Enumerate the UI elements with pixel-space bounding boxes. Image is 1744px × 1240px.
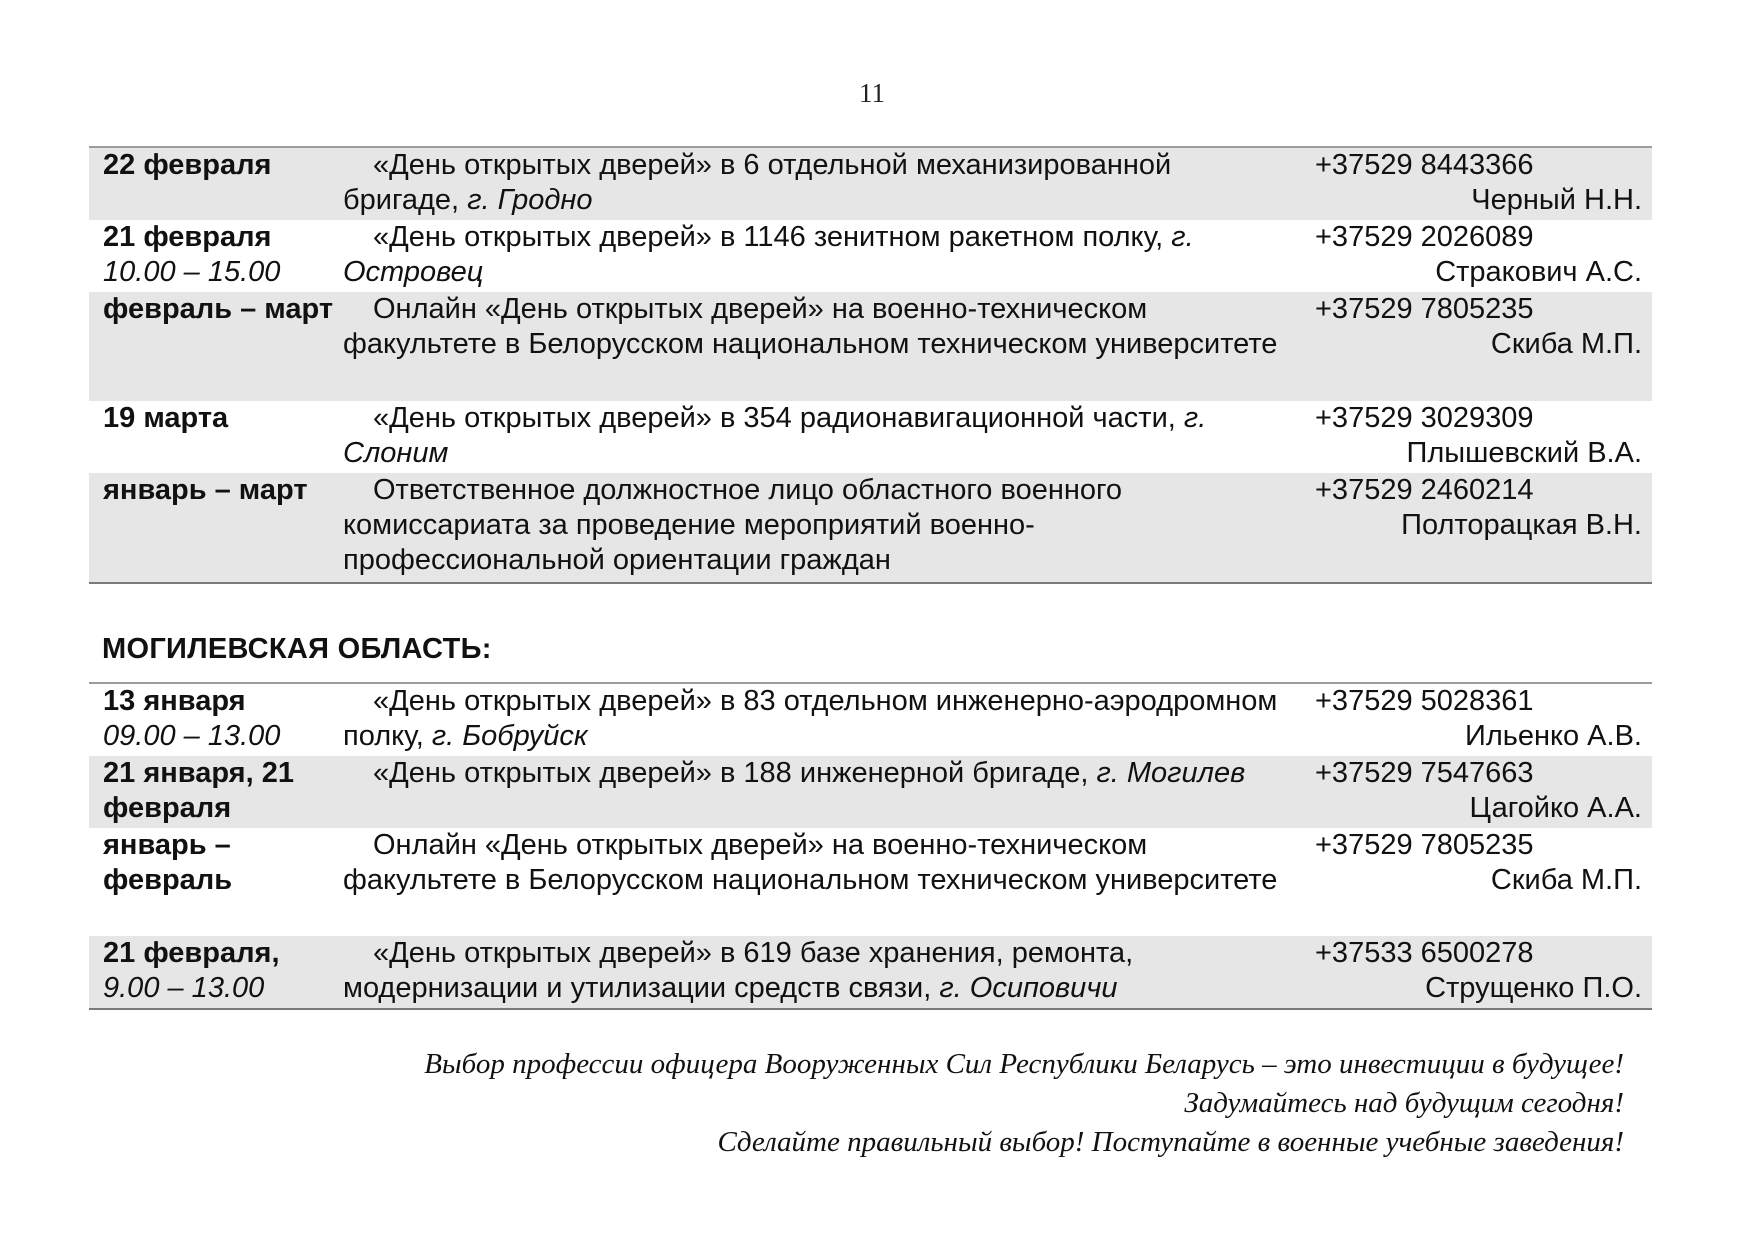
date-cell <box>89 292 343 401</box>
contact-person: Ильенко А.В. <box>1464 720 1642 752</box>
event-time: 9.00 – 13.00 <box>103 972 265 1004</box>
contact-cell <box>1313 936 1652 1009</box>
event-cell <box>343 473 1313 583</box>
event-description: «День открытых дверей» в 354 радионавигационной части, <box>373 402 1176 434</box>
event-place: г. Островец <box>343 221 1194 288</box>
motto <box>224 1045 1624 1162</box>
contact-phone: +37529 2026089 <box>1315 221 1534 253</box>
contact-phone: +37529 7805235 <box>1315 293 1534 325</box>
contact-person: Цагойко А.А. <box>1469 792 1642 824</box>
table-row <box>89 147 1652 220</box>
contact-person: Полторацкая В.Н. <box>1401 509 1642 541</box>
event-cell <box>343 147 1313 220</box>
event-cell <box>343 683 1313 756</box>
contact-phone: +37533 6500278 <box>1315 937 1534 969</box>
event-date: январь – февраль <box>103 829 233 896</box>
contact-person: Плышевский В.А. <box>1406 437 1642 469</box>
event-description: «День открытых дверей» в 619 базе хранения, ремонта, модернизации и утилизации средств связи, <box>343 937 1134 1004</box>
event-date: 19 марта <box>103 402 229 434</box>
contact-person: Стракович А.С. <box>1435 256 1642 288</box>
motto-line: Задумайтесь над будущим сегодня! <box>1184 1087 1624 1119</box>
event-place: г. Осиповичи <box>939 972 1118 1004</box>
event-date: 21 февраля, <box>103 937 280 969</box>
contact-cell <box>1313 147 1652 220</box>
event-cell <box>343 220 1313 292</box>
event-description: «День открытых дверей» в 6 отдельной механизированной бригаде, <box>343 149 1172 216</box>
contact-phone: +37529 5028361 <box>1315 685 1534 717</box>
event-description: «День открытых дверей» в 83 отдельном инженерно-аэродромном полку, <box>343 685 1278 752</box>
event-date: январь – март <box>103 474 308 506</box>
date-cell <box>89 401 343 473</box>
contact-cell <box>1313 220 1652 292</box>
event-description: Онлайн «День открытых дверей» на военно-техническом факультете в Белорусском национальном техническом университете <box>343 293 1278 360</box>
contact-phone: +37529 8443366 <box>1315 149 1534 181</box>
contact-cell <box>1313 292 1652 401</box>
contact-phone: +37529 7547663 <box>1315 757 1534 789</box>
event-cell <box>343 292 1313 401</box>
event-description: Ответственное должностное лицо областного военного комиссариата за проведение мероприятий военно-профессиональной ориентации граждан <box>343 474 1123 576</box>
event-cell <box>343 828 1313 936</box>
event-date: 21 февраля <box>103 221 272 253</box>
table-row <box>89 756 1652 828</box>
table-row <box>89 828 1652 936</box>
table-row <box>89 401 1652 473</box>
event-cell <box>343 401 1313 473</box>
date-cell <box>89 220 343 292</box>
contact-phone: +37529 2460214 <box>1315 474 1534 506</box>
event-description: «День открытых дверей» в 188 инженерной бригаде, <box>373 757 1089 789</box>
event-date: февраль – март <box>103 293 334 325</box>
table-row <box>89 473 1652 583</box>
table-row <box>89 683 1652 756</box>
page-number: 11 <box>859 78 885 108</box>
contact-phone: +37529 7805235 <box>1315 829 1534 861</box>
event-place: г. Бобруйск <box>431 720 588 752</box>
date-cell <box>89 683 343 756</box>
region-heading: МОГИЛЕВСКАЯ ОБЛАСТЬ: <box>102 633 492 665</box>
date-cell <box>89 828 343 936</box>
event-date: 21 января, 21 февраля <box>103 757 294 824</box>
contact-cell <box>1313 828 1652 936</box>
motto-line: Сделайте правильный выбор! Поступайте в военные учебные заведения! <box>717 1126 1624 1158</box>
contact-person: Скиба М.П. <box>1490 328 1642 360</box>
events-table-grodno <box>89 146 1652 584</box>
event-time: 09.00 – 13.00 <box>103 720 281 752</box>
event-date: 13 января <box>103 685 246 717</box>
date-cell <box>89 756 343 828</box>
event-cell <box>343 756 1313 828</box>
event-cell <box>343 936 1313 1009</box>
event-date: 22 февраля <box>103 149 272 181</box>
contact-person: Скиба М.П. <box>1490 864 1642 896</box>
events-table-mogilev <box>89 682 1652 1010</box>
contact-person: Черный Н.Н. <box>1471 184 1642 216</box>
table-row <box>89 220 1652 292</box>
date-cell <box>89 473 343 583</box>
table-row <box>89 292 1652 401</box>
event-place: г. Могилев <box>1096 757 1246 789</box>
event-time: 10.00 – 15.00 <box>103 256 281 288</box>
motto-line: Выбор профессии офицера Вооруженных Сил Республики Беларусь – это инвестиции в будущее! <box>424 1048 1624 1080</box>
event-description: Онлайн «День открытых дверей» на военно-техническом факультете в Белорусском национальном техническом университете <box>343 829 1278 896</box>
contact-cell <box>1313 401 1652 473</box>
table-row <box>89 936 1652 1009</box>
event-place: г. Гродно <box>467 184 593 216</box>
contact-cell <box>1313 756 1652 828</box>
contact-phone: +37529 3029309 <box>1315 402 1534 434</box>
contact-cell <box>1313 473 1652 583</box>
date-cell <box>89 936 343 1009</box>
event-place: г. Слоним <box>343 402 1207 469</box>
contact-person: Струщенко П.О. <box>1425 972 1642 1004</box>
date-cell <box>89 147 343 220</box>
contact-cell <box>1313 683 1652 756</box>
event-description: «День открытых дверей» в 1146 зенитном ракетном полку, <box>373 221 1164 253</box>
